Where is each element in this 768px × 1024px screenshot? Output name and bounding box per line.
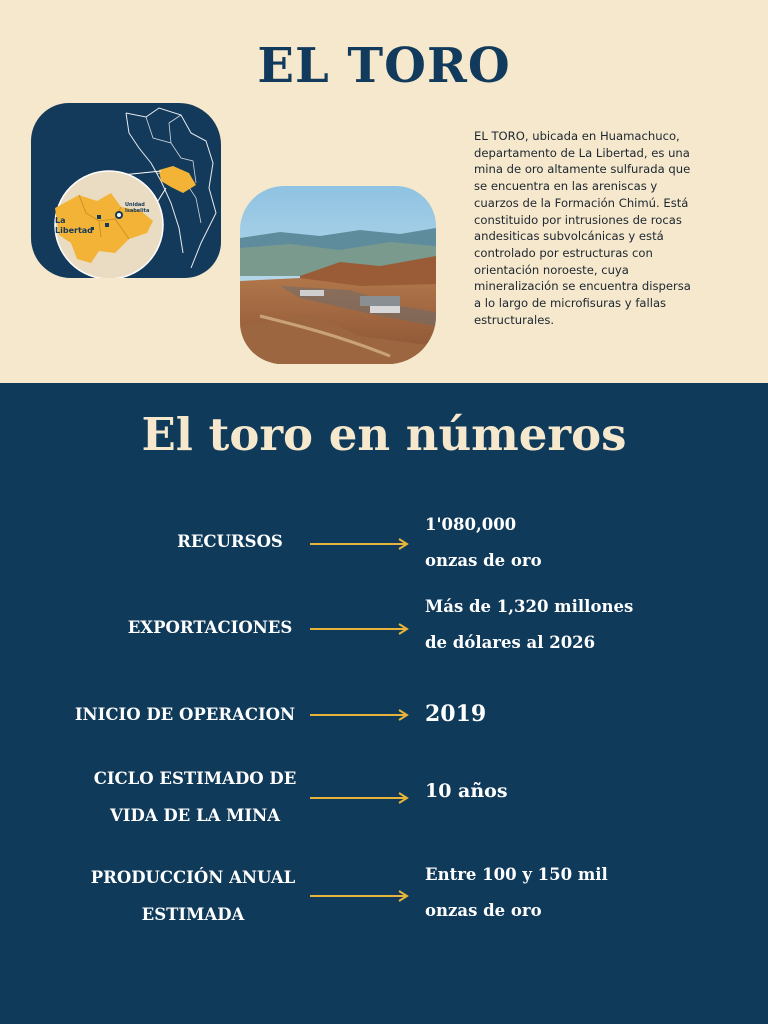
row-value-ciclo: 10 años <box>425 780 508 802</box>
arrow-icon <box>310 709 410 721</box>
mine-photo <box>240 186 436 364</box>
mine-description: EL TORO, ubicada en Huamachuco, departamento de La Libertad, es una mina de oro altamente sulfurada que se encuentra en las areniscas y cuarzos de la Formación Chimú. Está constituido por intrusiones de rocas andesiticas subvolcánicas y está controlado por estructuras con orientación noroeste, cuya mineralización se encuentra dispersa a lo largo de microfisuras y fallas estructurales. <box>474 129 691 327</box>
page-title: EL TORO <box>257 38 511 94</box>
row-label-exportaciones: EXPORTACIONES <box>127 618 293 637</box>
arrow-icon <box>310 890 410 902</box>
arrow-icon <box>310 623 410 635</box>
arrow-icon <box>310 792 410 804</box>
row-label-produccion: PRODUCCIÓN ANUAL ESTIMADA <box>90 868 296 924</box>
row-value-produccion: Entre 100 y 150 mil onzas de oro <box>425 865 608 920</box>
header-section <box>0 0 768 383</box>
location-map <box>31 103 221 278</box>
row-label-inicio: INICIO DE OPERACION <box>74 705 296 724</box>
row-label-ciclo: CICLO ESTIMADO DE VIDA DE LA MINA <box>93 769 297 825</box>
row-value-recursos: 1'080,000 onzas de oro <box>425 515 542 570</box>
map-region-label: La Libertad <box>55 216 93 235</box>
arrow-icon <box>310 538 410 550</box>
row-value-inicio: 2019 <box>425 701 487 727</box>
row-value-exportaciones: Más de 1,320 millones de dólares al 2026 <box>425 597 634 652</box>
map-unit-label: Unidad Isabelita <box>125 202 150 214</box>
row-label-recursos: RECURSOS <box>177 532 283 551</box>
numbers-title: El toro en números <box>141 408 627 461</box>
